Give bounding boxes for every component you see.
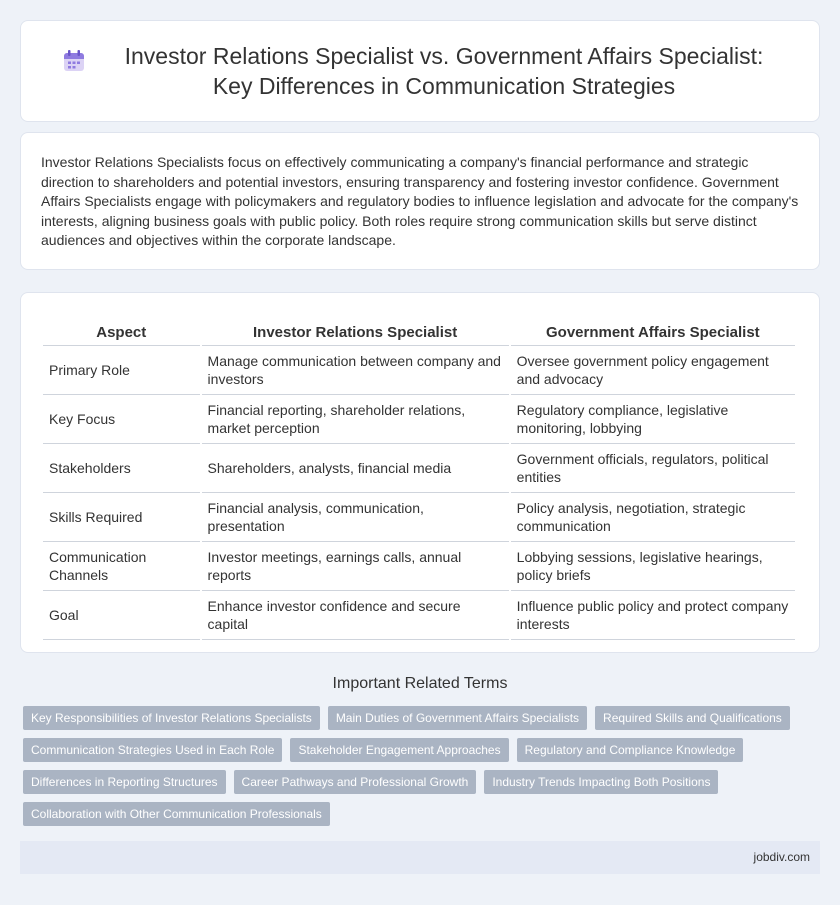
table-row bbox=[43, 591, 795, 640]
calendar-icon bbox=[61, 48, 87, 74]
table-row bbox=[43, 346, 795, 395]
comparison-table bbox=[41, 313, 797, 640]
table-cell-investor: Financial reporting, shareholder relations, market perception bbox=[202, 395, 509, 444]
table-cell-aspect: Communication Channels bbox=[43, 542, 200, 591]
related-tag[interactable]: Differences in Reporting Structures bbox=[23, 770, 226, 794]
column-header-government-affairs: Government Affairs Specialist bbox=[511, 313, 795, 346]
table-cell-investor: Financial analysis, communication, presentation bbox=[202, 493, 509, 542]
table-cell-investor: Manage communication between company and investors bbox=[202, 346, 509, 395]
table-row bbox=[43, 444, 795, 493]
table-cell-aspect: Stakeholders bbox=[43, 444, 200, 493]
table-header-row bbox=[43, 313, 795, 346]
related-tag[interactable]: Collaboration with Other Communication Professionals bbox=[23, 802, 330, 826]
related-terms-tags bbox=[23, 706, 803, 826]
related-tag[interactable]: Industry Trends Impacting Both Positions bbox=[484, 770, 718, 794]
title-wrap bbox=[61, 41, 779, 101]
related-tag[interactable]: Regulatory and Compliance Knowledge bbox=[517, 738, 744, 762]
related-tag[interactable]: Main Duties of Government Affairs Specialists bbox=[328, 706, 587, 730]
table-cell-government: Oversee government policy engagement and advocacy bbox=[511, 346, 795, 395]
footer bbox=[20, 841, 820, 874]
related-terms-title: Important Related Terms bbox=[332, 675, 508, 692]
table-row bbox=[43, 542, 795, 591]
table-cell-aspect: Primary Role bbox=[43, 346, 200, 395]
table-row bbox=[43, 395, 795, 444]
related-tag[interactable]: Communication Strategies Used in Each Role bbox=[23, 738, 282, 762]
intro-card bbox=[20, 132, 820, 270]
comparison-card bbox=[20, 292, 820, 653]
related-tag[interactable]: Career Pathways and Professional Growth bbox=[234, 770, 477, 794]
column-header-aspect: Aspect bbox=[43, 313, 200, 346]
column-header-investor-relations: Investor Relations Specialist bbox=[202, 313, 509, 346]
table-cell-aspect: Skills Required bbox=[43, 493, 200, 542]
table-cell-government: Influence public policy and protect company interests bbox=[511, 591, 795, 640]
table-cell-investor: Investor meetings, earnings calls, annual reports bbox=[202, 542, 509, 591]
table-cell-government: Lobbying sessions, legislative hearings, policy briefs bbox=[511, 542, 795, 591]
related-tag[interactable]: Stakeholder Engagement Approaches bbox=[290, 738, 508, 762]
page-title: Investor Relations Specialist vs. Government Affairs Specialist: Key Differences in Communication Strategies bbox=[124, 43, 764, 99]
related-tag[interactable]: Required Skills and Qualifications bbox=[595, 706, 790, 730]
table-row bbox=[43, 493, 795, 542]
table-cell-aspect: Goal bbox=[43, 591, 200, 640]
table-cell-government: Government officials, regulators, political entities bbox=[511, 444, 795, 493]
table-cell-investor: Shareholders, analysts, financial media bbox=[202, 444, 509, 493]
related-tag[interactable]: Key Responsibilities of Investor Relations Specialists bbox=[23, 706, 320, 730]
intro-paragraph: Investor Relations Specialists focus on effectively communicating a company's financial performance and strategic direction to shareholders and potential investors, ensuring transparency and fostering investor confidence. Government Affairs Specialists engage with policymakers and regulatory bodies to influence legislation and advocate for the company's interests, aligning business goals with public policy. Both roles require strong communication skills but serve distinct audiences and objectives within the corporate landscape. bbox=[41, 154, 799, 249]
table-cell-aspect: Key Focus bbox=[43, 395, 200, 444]
footer-site-link[interactable]: jobdiv.com bbox=[753, 850, 810, 864]
table-cell-investor: Enhance investor confidence and secure capital bbox=[202, 591, 509, 640]
table-cell-government: Regulatory compliance, legislative monitoring, lobbying bbox=[511, 395, 795, 444]
title-card bbox=[20, 20, 820, 122]
table-cell-government: Policy analysis, negotiation, strategic communication bbox=[511, 493, 795, 542]
